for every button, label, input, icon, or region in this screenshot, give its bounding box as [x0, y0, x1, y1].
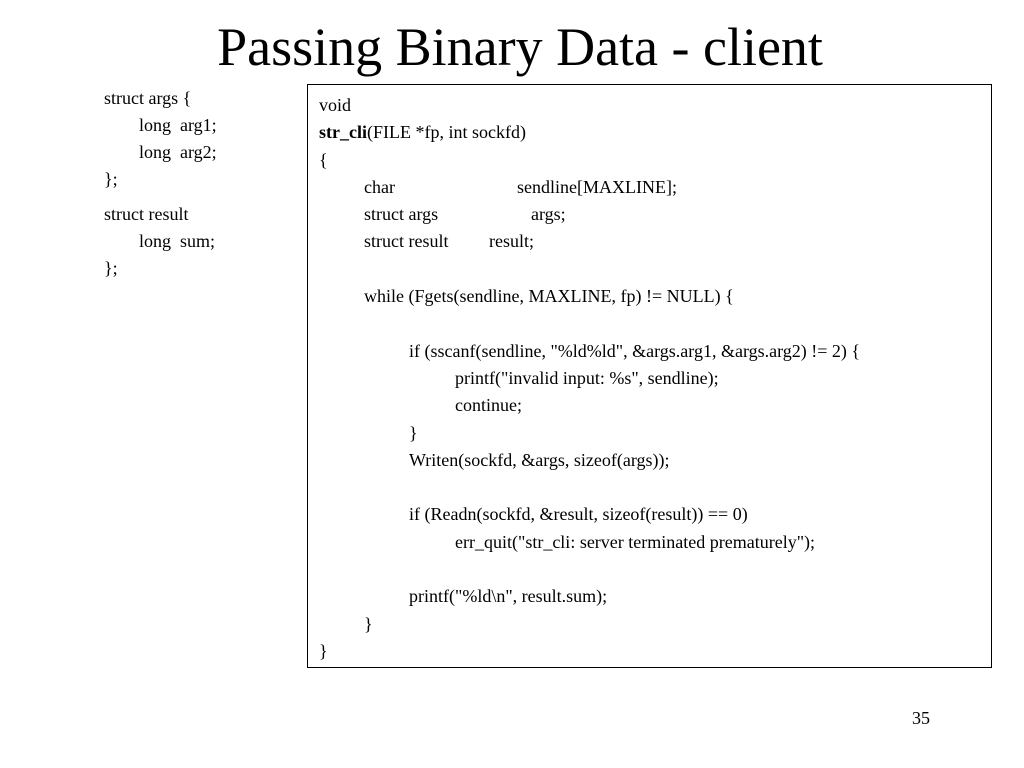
declaration-type: struct args: [364, 204, 439, 225]
declaration-var: result;: [489, 231, 534, 252]
code-line: if (Readn(sockfd, &result, sizeof(result)) == 0): [409, 504, 748, 525]
blank-line: [319, 256, 860, 283]
code-line: [319, 228, 860, 255]
declaration-var: args;: [531, 204, 566, 225]
function-params: (FILE *fp, int sockfd): [366, 122, 526, 143]
code-line: while (Fgets(sendline, MAXLINE, fp) != NULL) {: [364, 286, 734, 307]
code-line: }: [409, 422, 418, 443]
code-listing: [319, 92, 860, 665]
blank-line: [319, 556, 860, 583]
struct-definitions: [104, 85, 294, 290]
blank-line: [319, 474, 860, 501]
struct-result-line: };: [104, 258, 118, 278]
code-line: continue;: [455, 395, 522, 416]
code-line: if (sscanf(sendline, "%ld%ld", &args.arg1, &args.arg2) != 2) {: [409, 340, 861, 361]
slide-title: Passing Binary Data - client: [217, 17, 823, 77]
declaration-type: char: [364, 176, 395, 197]
code-line: [319, 119, 860, 146]
struct-args-line: long arg2;: [139, 142, 217, 162]
declaration-var: sendline[MAXLINE];: [517, 176, 677, 197]
struct-args-line: };: [104, 169, 118, 189]
code-listing-box: [307, 84, 992, 668]
code-line: }: [319, 640, 328, 661]
code-line: printf("invalid input: %s", sendline);: [455, 367, 719, 388]
code-line: printf("%ld\n", result.sum);: [409, 586, 608, 607]
struct-args-line: long arg1;: [139, 115, 217, 135]
code-line: [319, 174, 860, 201]
blank-line: [319, 310, 860, 337]
code-line: [319, 201, 860, 228]
code-line: err_quit("str_cli: server terminated prematurely");: [455, 531, 816, 552]
page-number: 35: [912, 708, 930, 728]
code-line: {: [319, 149, 328, 170]
struct-args-block: [104, 85, 294, 193]
code-line: void: [319, 95, 352, 115]
struct-result-block: [104, 201, 294, 282]
struct-result-line: struct result: [104, 204, 189, 224]
code-line: }: [364, 613, 373, 634]
declaration-type: struct result: [364, 231, 449, 252]
code-line: Writen(sockfd, &args, sizeof(args));: [409, 449, 670, 470]
struct-args-line: struct args {: [104, 88, 192, 108]
function-name: str_cli: [319, 122, 367, 143]
struct-result-line: long sum;: [139, 231, 216, 251]
